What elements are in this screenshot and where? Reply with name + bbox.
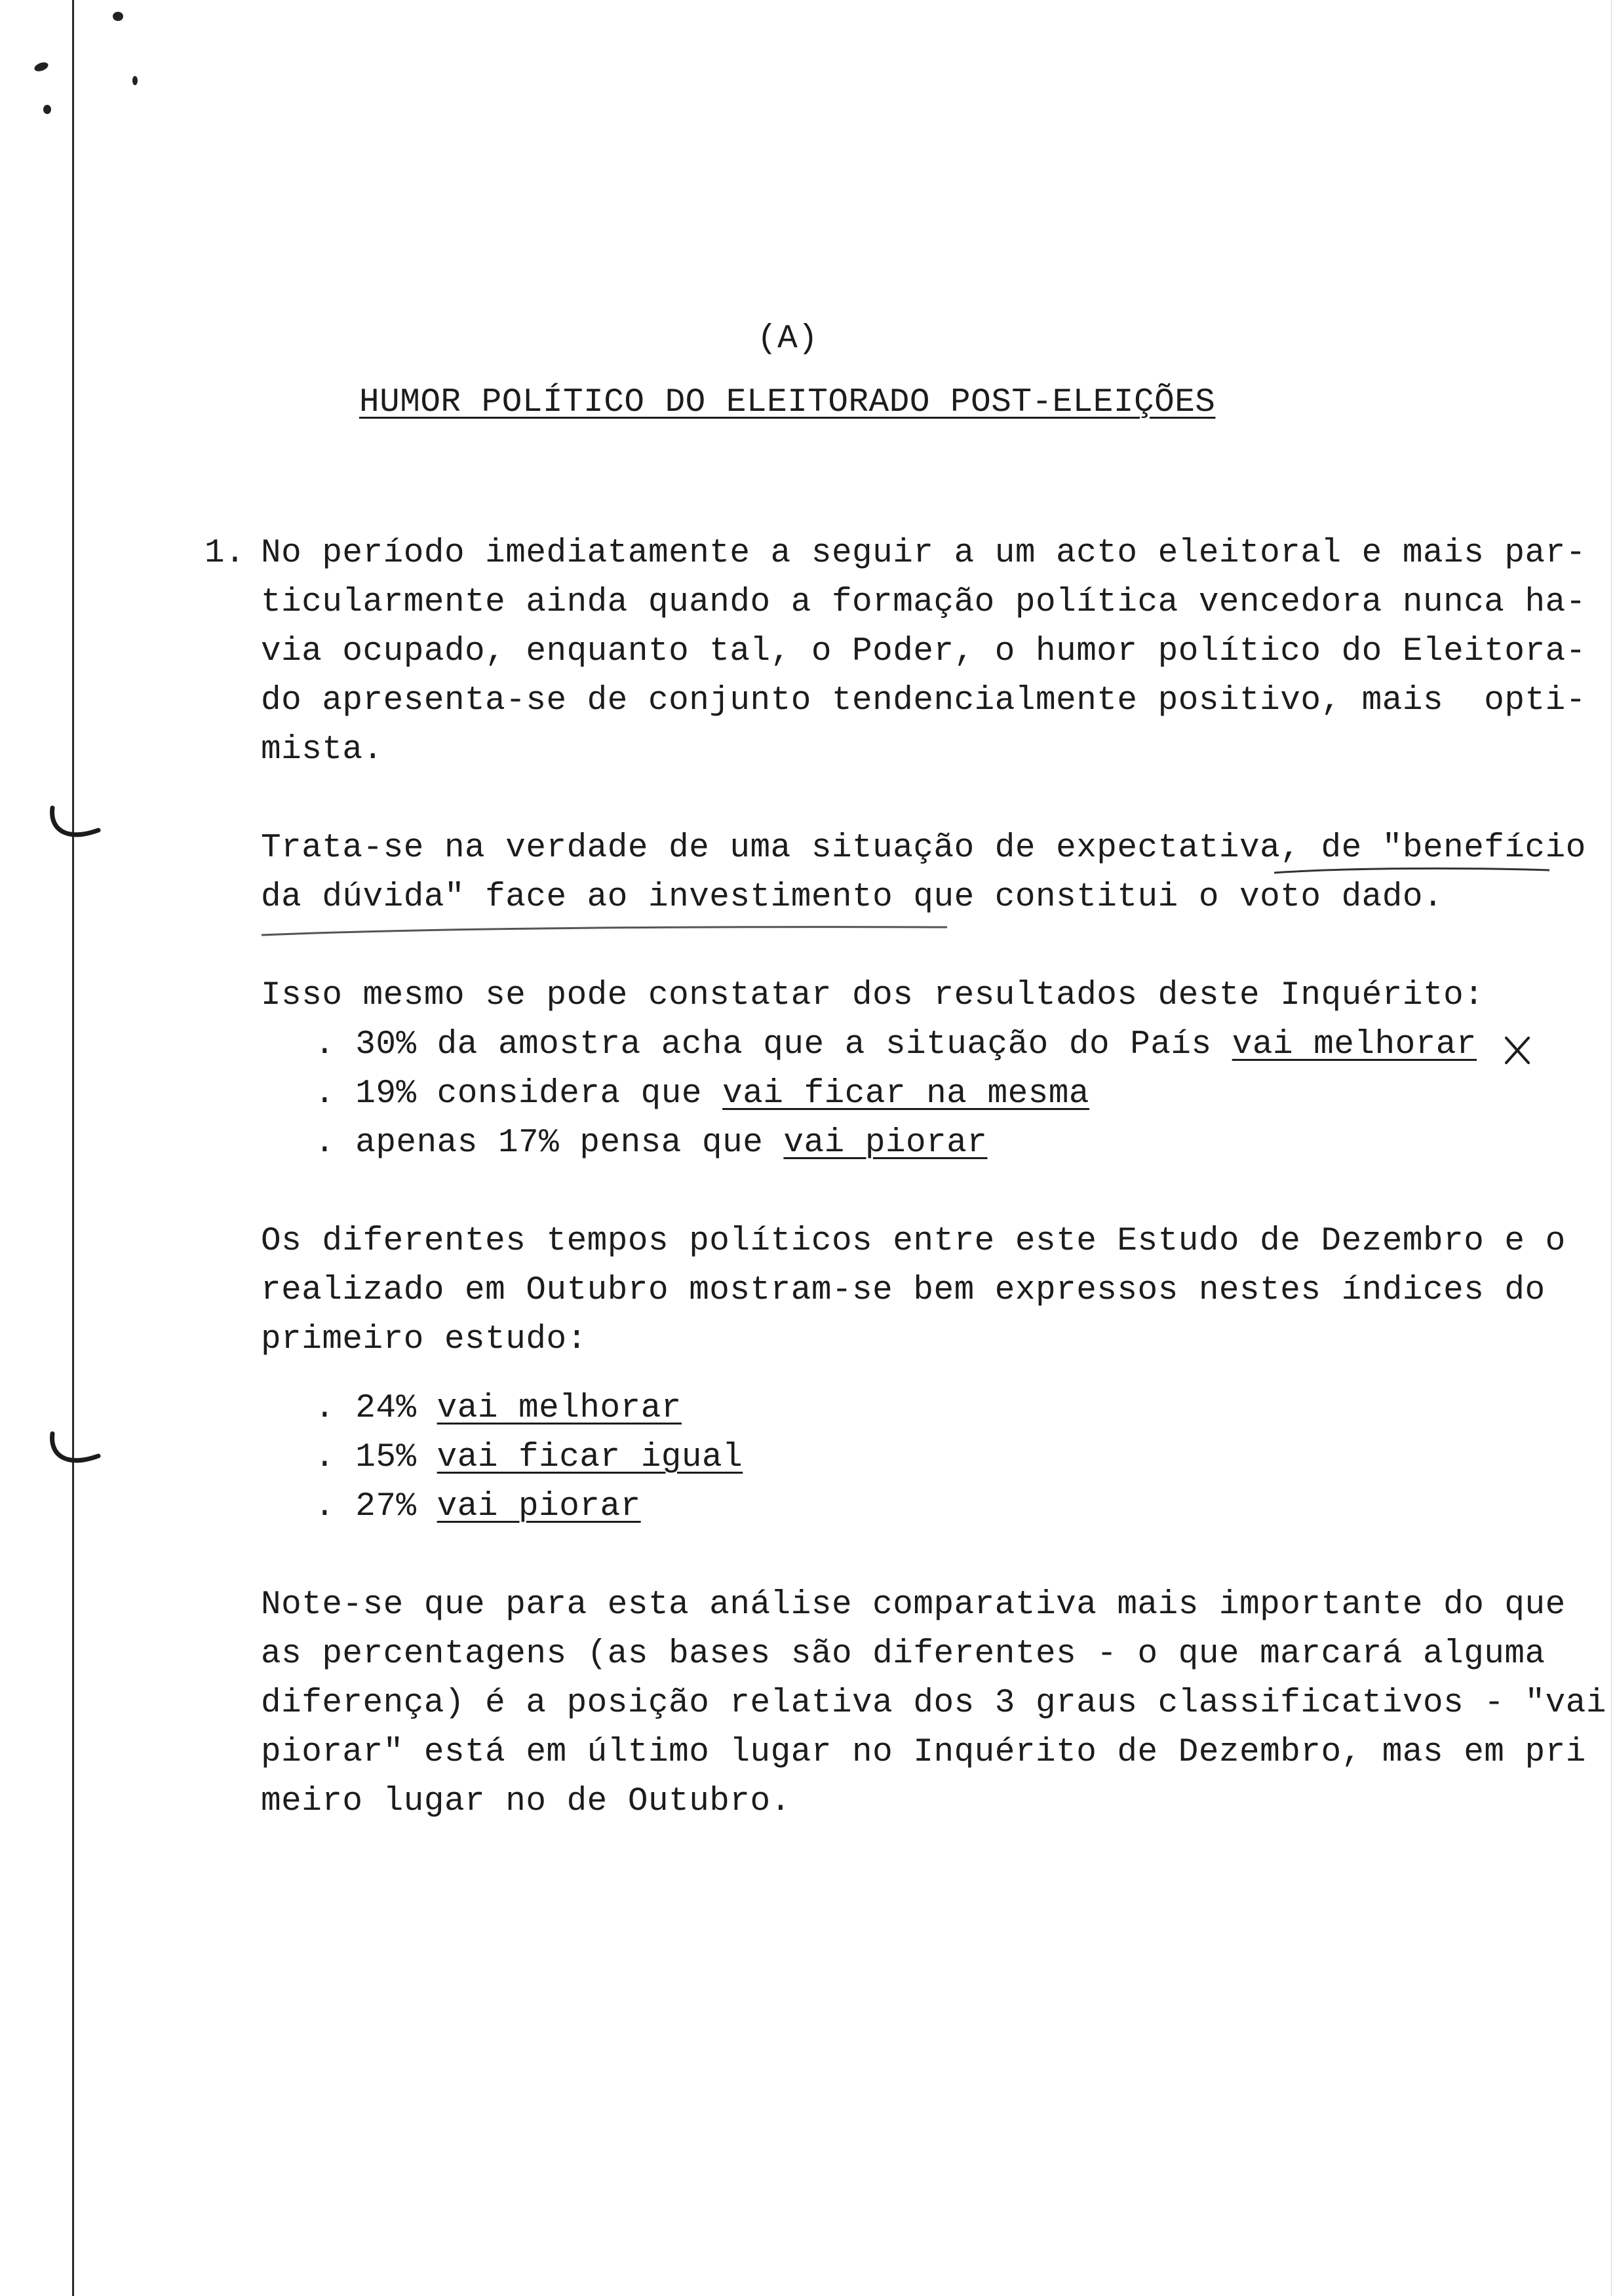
ink-speck <box>132 76 138 85</box>
paragraph-line: No período imediatamente a seguir a um acto eleitoral e mais par- <box>261 535 1586 572</box>
paragraph-line <box>261 829 1586 868</box>
paragraph-line: meiro lugar no de Outubro. <box>261 1783 791 1820</box>
binding-margin-line <box>72 0 74 2296</box>
page-title: HUMOR POLÍTICO DO ELEITORADO POST-ELEIÇÕES <box>359 384 1216 421</box>
ink-speck <box>33 61 50 73</box>
paragraph-line: via ocupado, enquanto tal, o Poder, o humor político do Eleitora- <box>261 633 1586 670</box>
paragraph-line: diferença) é a posição relativa dos 3 graus classificativos - "vai <box>261 1685 1606 1722</box>
paragraph-line: mista. <box>261 731 383 769</box>
paragraph-line: Os diferentes tempos políticos entre este Estudo de Dezembro e o <box>261 1223 1566 1260</box>
underlined-phrase: vai piorar <box>437 1488 641 1525</box>
paragraph-line: realizado em Outubro mostram-se bem expressos nestes índices do <box>261 1272 1546 1309</box>
list-item <box>315 1025 1477 1065</box>
paragraph-line: as percentagens (as bases são diferentes - o que marcará alguma <box>261 1636 1546 1673</box>
paragraph-line: Note-se que para esta análise comparativa mais importante do que <box>261 1586 1566 1624</box>
list-item-text: . 19% considera que <box>315 1075 723 1113</box>
handwritten-underline <box>1272 864 1553 877</box>
list-item <box>315 1124 987 1163</box>
underlined-phrase: vai melhorar <box>1232 1026 1477 1063</box>
list-item <box>315 1075 1089 1114</box>
ink-speck <box>113 12 123 21</box>
paragraph-line: primeiro estudo: <box>261 1321 587 1358</box>
list-item-text: . 30% da amostra acha que a situação do País <box>315 1026 1232 1063</box>
list-item <box>315 1389 682 1428</box>
paragraph-line: piorar" está em último lugar no Inquérito de Dezembro, mas em pri <box>261 1734 1586 1771</box>
section-letter: (A) <box>757 320 819 358</box>
underlined-phrase: vai melhorar <box>437 1390 682 1427</box>
page-edge-line <box>1611 0 1612 2296</box>
paragraph-line: ticularmente ainda quando a formação política vencedora nunca ha- <box>261 584 1586 621</box>
list-item-text: . 15% <box>315 1439 437 1476</box>
list-item-text: . 24% <box>315 1390 437 1427</box>
underlined-phrase: vai ficar igual <box>437 1439 743 1476</box>
margin-hook-mark <box>46 1428 105 1474</box>
list-item <box>315 1438 743 1478</box>
underlined-phrase: vai piorar <box>783 1124 988 1162</box>
paragraph-line: Isso mesmo se pode constatar dos resultados deste Inquérito: <box>261 977 1485 1014</box>
paragraph-number: 1. <box>204 535 246 572</box>
handwritten-underlined-text: de "benefício <box>1321 830 1586 867</box>
paragraph-line: da dúvida" face ao investimento que constitui o voto dado. <box>261 879 1444 916</box>
list-item <box>315 1487 641 1527</box>
ink-speck <box>43 105 51 114</box>
list-item-text: . apenas 17% pensa que <box>315 1124 784 1162</box>
handwritten-x-mark <box>1501 1034 1534 1067</box>
text-run: Trata-se na verdade de uma situação de expectativa, <box>261 830 1321 867</box>
handwritten-underline <box>259 921 954 938</box>
list-item-text: . 27% <box>315 1488 437 1525</box>
underlined-phrase: vai ficar na mesma <box>722 1075 1089 1113</box>
margin-hook-mark <box>46 803 105 849</box>
paragraph-line: do apresenta-se de conjunto tendencialmente positivo, mais opti- <box>261 682 1586 719</box>
